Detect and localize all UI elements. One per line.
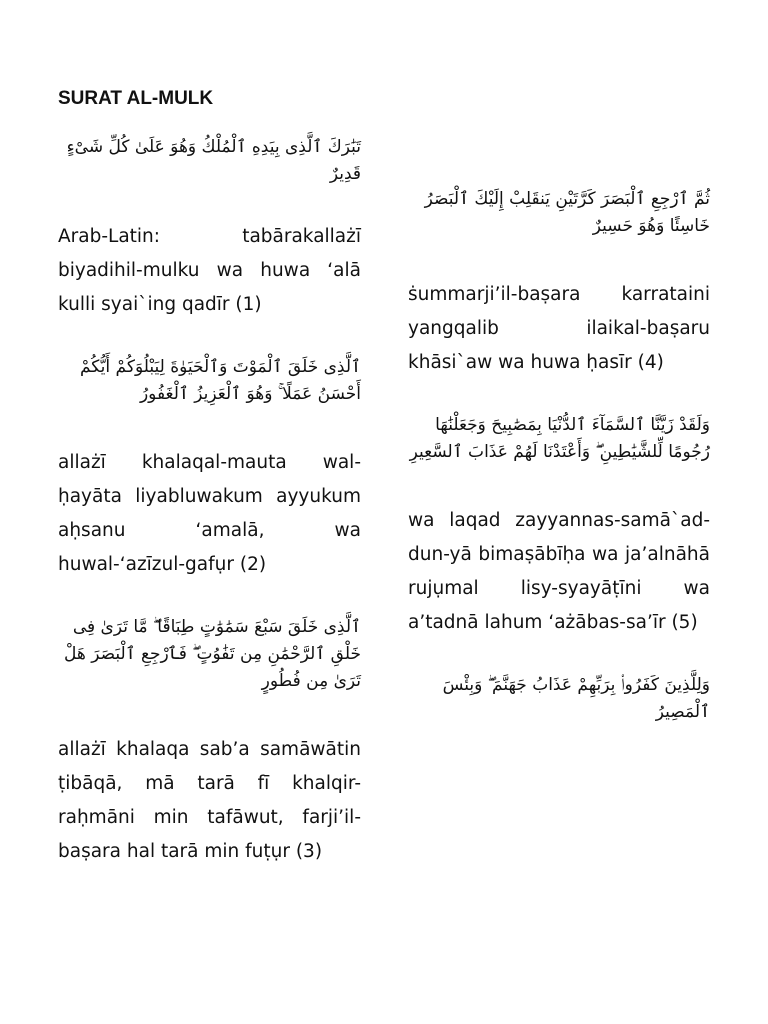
verse-3-arabic: ٱلَّذِى خَلَقَ سَبْعَ سَمَٰوَٰتٍ طِبَاقًا ۖ مَّا تَرَىٰ فِى خَلْقِ ٱلرَّحْمَٰنِ مِن تَفَٰوُتٍ ۖ فَٱرْجِعِ ٱلْبَصَرَ هَلْ تَرَىٰ مِن فُطُورٍ <box>63 617 361 691</box>
verse-1-transliteration: Arab-Latin: tabārakallażī biyadihil-mulku wa huwa ‘alā kulli syai`ing qadīr (1) <box>58 226 361 315</box>
verse-1-arabic: تَبَٰرَكَ ٱلَّذِى بِيَدِهِ ٱلْمُلْكُ وَهُوَ عَلَىٰ كُلِّ شَىْءٍ قَدِيرٌ <box>66 137 361 184</box>
page-title: SURAT AL-MULK <box>58 88 214 109</box>
verse-5-arabic: وَلَقَدْ زَيَّنَّا ٱلسَّمَآءَ ٱلدُّنْيَا بِمَصَٰبِيحَ وَجَعَلْنَٰهَا رُجُومًا لِّلشَّيَٰطِينِ ۖ وَأَعْتَدْنَا لَهُمْ عَذَابَ ٱلسَّعِيرِ <box>409 415 710 462</box>
verse-3-transliteration: allażī khalaqa sab’a samāwātin ṭibāqā, mā tarā fī khalqir-raḥmāni min tafāwut, farji’il-baṣara hal tarā min fuṭụr (3) <box>58 739 361 862</box>
verse-6-arabic: وَلِلَّذِينَ كَفَرُوا۟ بِرَبِّهِمْ عَذَابُ جَهَنَّمَ ۖ وَبِئْسَ ٱلْمَصِيرُ <box>442 675 710 722</box>
verse-4-arabic: ثُمَّ ٱرْجِعِ ٱلْبَصَرَ كَرَّتَيْنِ يَنقَلِبْ إِلَيْكَ ٱلْبَصَرُ خَاسِئًا وَهُوَ حَسِيرٌ <box>424 189 710 236</box>
left-column <box>58 88 361 869</box>
verse-5-transliteration: wa laqad zayyannas-samā`ad-dun-yā bimaṣābīḥa wa ja’alnāhā rujụmal lisy-syayāṭīni wa a’tadnā lahum ‘ażābas-sa’īr (5) <box>408 510 710 633</box>
verse-2-transliteration: allażī khalaqal-mauta wal-ḥayāta liyabluwakum ayyukum aḥsanu ‘amalā, wa huwal-‘azīzul-gafụr (2) <box>58 452 361 575</box>
right-column <box>408 186 710 726</box>
verse-4-transliteration: ṡummarji’il-baṣara karrataini yangqalib ilaikal-baṣaru khāsi`aw wa huwa ḥasīr (4) <box>408 284 710 373</box>
verse-2-arabic: ٱلَّذِى خَلَقَ ٱلْمَوْتَ وَٱلْحَيَوٰةَ لِيَبْلُوَكُمْ أَيُّكُمْ أَحْسَنُ عَمَلًا ۚ وَهُوَ ٱلْعَزِيزُ ٱلْغَفُورُ <box>79 357 361 404</box>
